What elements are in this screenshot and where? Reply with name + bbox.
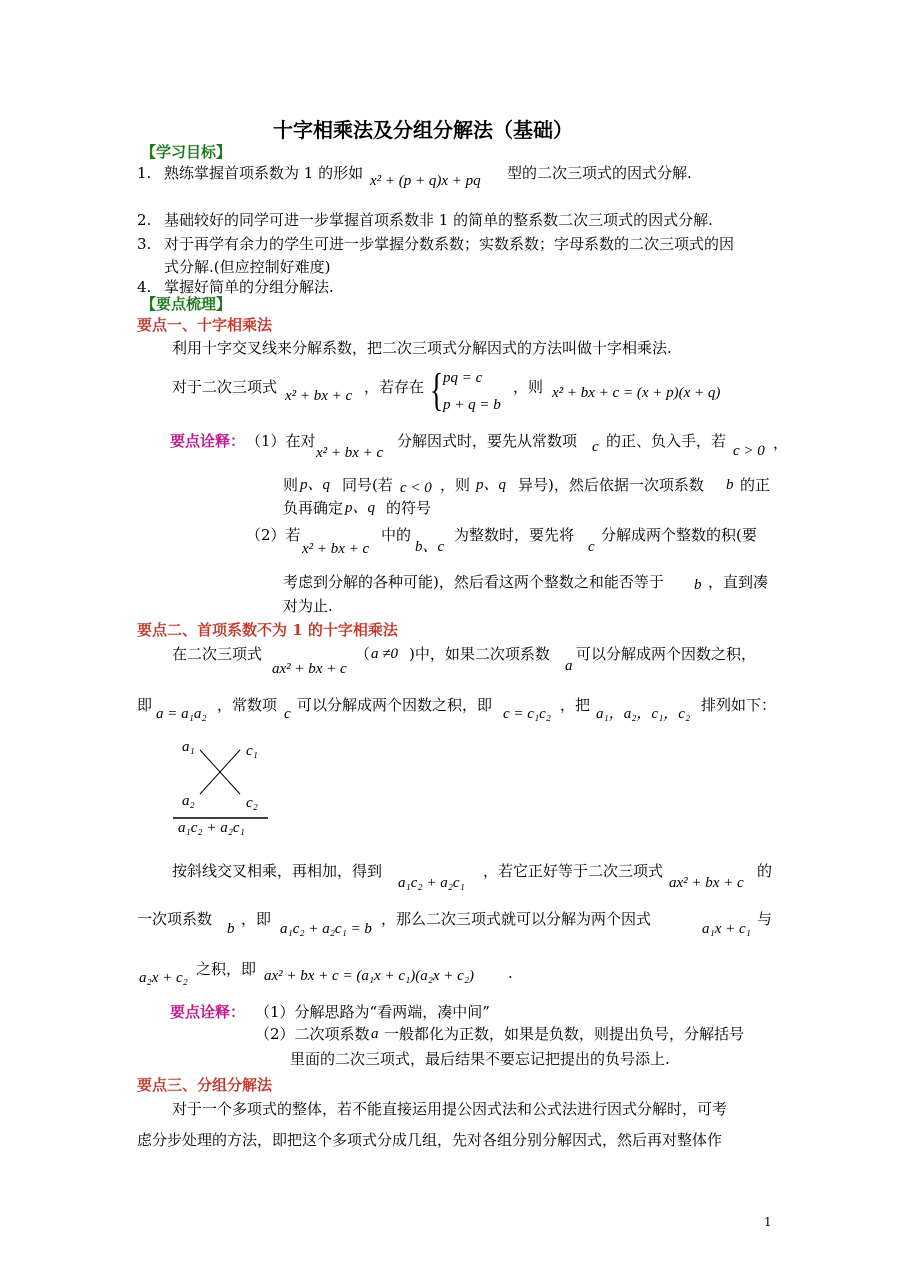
- cross-multiplication-diagram: [170, 736, 280, 840]
- point-3-heading: 要点三、分组分解法: [137, 1076, 273, 1094]
- goal-3-text-line1: 对于再学有余力的学生可进一步掌握分数系数；实数系数；字母系数的二次三项式的因: [164, 235, 735, 253]
- system-brace: {: [430, 364, 444, 415]
- p1-condition-expr: x² + bx + c: [285, 388, 353, 404]
- goal-2-text: 基础较好的同学可进一步掌握首项系数非 1 的简单的整系数二次三项式的因式分解.: [164, 211, 713, 229]
- p2-l1-c: )中，如果二次项系数: [409, 645, 550, 663]
- goals-heading: 【学习目标】: [141, 143, 232, 161]
- p2-note2-line2: 里面的二次三项式，最后结果不要忘记把提出的负号添上.: [290, 1050, 670, 1068]
- p1-note1-c-var: c: [592, 439, 599, 455]
- p1-condition-then: ，则: [513, 378, 544, 396]
- point-1-definition: 利用十字交叉线来分解系数，把二次三项式分解因式的方法叫做十字相乘法.: [172, 339, 672, 357]
- p2-l2-expr: a = a₁a₂: [156, 706, 207, 722]
- p1-note2-d: 分解成两个整数的积(要: [601, 526, 757, 544]
- p2-l2-e: 排列如下：: [701, 696, 777, 714]
- page-number: 1: [764, 1215, 772, 1229]
- p1-note1-a: （1）在对: [246, 432, 316, 450]
- p2-l2-a: 即: [137, 696, 153, 714]
- p1-note2-l3: 对为止.: [283, 597, 333, 615]
- goal-3-text-line2: 式分解.(但应控制好难度): [164, 258, 331, 276]
- p2-l4-expr2: a₁x + c₁: [702, 921, 751, 937]
- p2-l3-expr: a₁c₂ + a₂c₁: [398, 875, 465, 891]
- p2-note2-a: （2）二次项系数: [255, 1025, 370, 1043]
- p1-note1-l2-cond: c < 0: [400, 480, 432, 496]
- goal-1-formula: x² + (p + q)x + pq: [370, 173, 481, 189]
- p1-note2-expr: x² + bx + c: [302, 541, 370, 557]
- point-1-heading: 要点一、十字相乘法: [137, 316, 273, 334]
- p2-l1-a: 在二次三项式: [172, 645, 263, 663]
- diagram-a2: a₂: [182, 793, 195, 809]
- p2-note1: （1）分解思路为“看两端，凑中间”: [255, 1003, 490, 1021]
- p2-note-label: 要点诠释：: [170, 1003, 246, 1021]
- p1-note1-l2-c: ，则: [440, 476, 471, 494]
- system-eq2: p + q = b: [443, 397, 501, 413]
- p1-note1-l3-b: 的符号: [386, 499, 432, 517]
- p1-note2-bc: b、c: [415, 539, 445, 555]
- p2-l4-a: 一次项系数: [137, 910, 213, 928]
- p1-note1-l2-a: 则: [283, 476, 299, 494]
- p1-condition-result: x² + bx + c = (x + p)(x + q): [552, 385, 721, 401]
- p1-note1-d: ，: [773, 434, 789, 452]
- p2-l5-expr2: ax² + bx + c = (a₁x + c₁)(a₂x + c₂): [264, 968, 475, 984]
- p1-note1-cond: c > 0: [733, 443, 765, 459]
- p3-line2: 虑分步处理的方法，即把这个多项式分成几组，先对各组分别分解因式，然后再对整体作: [137, 1131, 723, 1149]
- p2-l2-c: 可以分解成两个因数之积，即: [297, 696, 493, 714]
- p2-l1-expr: ax² + bx + c: [272, 661, 347, 677]
- p2-l2-list: a₁，a₂，c₁，c₂: [596, 706, 691, 722]
- p2-l5-b: .: [508, 964, 513, 982]
- p1-note1-l2-d: 异号)，然后依据一次项系数: [518, 476, 704, 494]
- p1-note-label: 要点诠释：: [170, 432, 246, 450]
- p2-l4-var: b: [227, 921, 235, 937]
- goal-2-number: 2.: [137, 211, 152, 229]
- system-eq1: pq = c: [443, 370, 483, 386]
- goal-1-text: 熟练掌握首项系数为 1 的形如: [164, 164, 364, 182]
- diagram-a1: a₁: [182, 739, 195, 755]
- p2-l4-d: 与: [757, 910, 773, 928]
- p1-note2-a: （2）若: [246, 526, 301, 544]
- goal-1-suffix: 型的二次三项式的因式分解.: [507, 164, 692, 182]
- p1-note1-l2-pq2: p、q: [476, 477, 507, 493]
- p1-note2-c-var: c: [588, 539, 595, 555]
- p2-l4-c: ，那么二次三项式就可以分解为两个因式: [381, 910, 652, 928]
- p2-l3-c: 的: [757, 862, 773, 880]
- p1-note1-l2-b: 同号(若: [342, 476, 393, 494]
- diagram-c2: c₂: [246, 795, 258, 811]
- p1-note2-b: 中的: [381, 526, 412, 544]
- p1-condition-mid: ，若存在: [364, 378, 425, 396]
- p2-l4-expr: a₁c₂ + a₂c₁ = b: [280, 921, 372, 937]
- p2-l2-b: ，常数项: [217, 696, 278, 714]
- goal-3-number: 3.: [137, 235, 152, 253]
- p2-l3-expr2: ax² + bx + c: [669, 875, 744, 891]
- p2-l3-a: 按斜线交叉相乘，再相加，得到: [172, 862, 383, 880]
- goal-4-text: 掌握好简单的分组分解法.: [164, 278, 334, 296]
- p3-line1: 对于一个多项式的整体，若不能直接运用提公因式法和公式法进行因式分解时，可考: [172, 1100, 728, 1118]
- p1-condition-prefix: 对于二次三项式: [172, 378, 278, 396]
- p2-l1-cond: a ≠0: [371, 646, 398, 662]
- p2-l4-b: ，即: [241, 910, 272, 928]
- p1-note1-c: 的正、负入手，若: [606, 432, 727, 450]
- points-heading: 【要点梳理】: [141, 295, 232, 313]
- p2-l2-var: c: [284, 706, 291, 722]
- p2-l1-d: 可以分解成两个因数之积，: [576, 645, 757, 663]
- p2-l5-expr: a₂x + c₂: [139, 970, 188, 986]
- p1-note1-b: 分解因式时，要先从常数项: [397, 432, 578, 450]
- p1-note2-l2-c: ，直到凑: [708, 573, 769, 591]
- p2-l2-d: ，把: [560, 696, 591, 714]
- p1-note1-l3-a: 负再确定: [283, 499, 344, 517]
- diagram-c1: c₁: [246, 743, 258, 759]
- p2-l1-var: a: [565, 658, 573, 674]
- p2-l1-b: （: [355, 645, 371, 663]
- p2-note2-var: a: [371, 1026, 379, 1042]
- p1-note1-l2-e: 的正: [740, 476, 771, 494]
- p1-note1-l3-pq: p、q: [345, 500, 376, 516]
- p1-note2-l2-b: b: [694, 577, 702, 593]
- p2-note2-b: 一般都化为正数，如果是负数，则提出负号，分解括号: [384, 1025, 745, 1043]
- point-2-heading: 要点二、首项系数不为 1 的十字相乘法: [137, 621, 398, 639]
- goal-1-number: 1.: [137, 164, 152, 182]
- p2-l3-b: ，若它正好等于二次三项式: [483, 862, 664, 880]
- p2-l5-a: 之积，即: [196, 960, 257, 978]
- p2-l2-expr2: c = c₁c₂: [503, 706, 552, 722]
- p1-note2-l2-a: 考虑到分解的各种可能)，然后看这两个整数之和能否等于: [283, 573, 664, 591]
- p1-note1-l2-pq: p、q: [300, 477, 331, 493]
- diagram-bottom: a₁c₂ + a₂c₁: [178, 820, 245, 836]
- goal-4-number: 4.: [137, 278, 152, 296]
- p1-note1-l2-b-var: b: [726, 477, 734, 493]
- p1-note2-c: 为整数时，要先将: [454, 526, 575, 544]
- p1-note1-expr: x² + bx + c: [316, 445, 384, 461]
- page-title: 十字相乘法及分组分解法（基础）: [273, 118, 573, 142]
